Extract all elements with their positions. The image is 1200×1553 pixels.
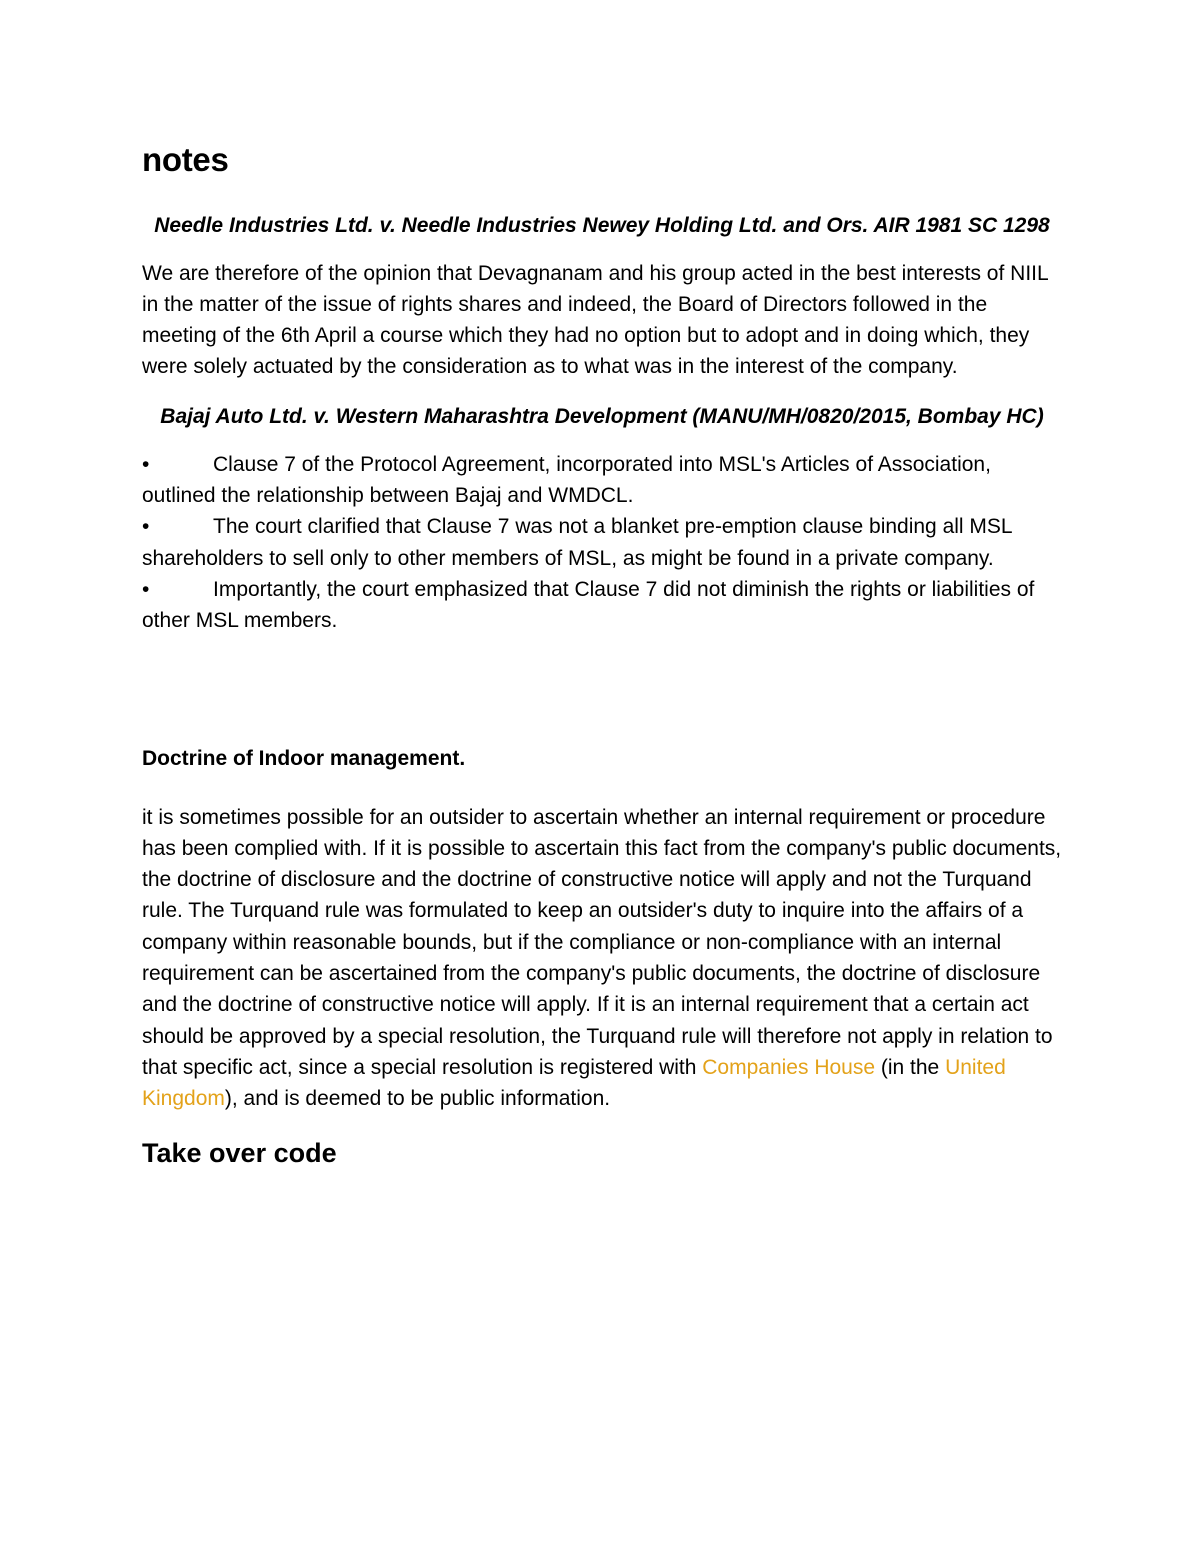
bullet-text: The court clarified that Clause 7 was not a blanket pre-emption clause binding all MSL shareholders to sell only to other members of MSL, as might be found in a private company. [142,515,1012,570]
bullet-icon: • [142,452,150,476]
document-title: notes [142,141,229,178]
indoor-management-paragraph [142,802,1062,1115]
bullet-icon: • [142,515,150,539]
blank-space [142,637,1062,743]
case-heading-needle: Needle Industries Ltd. v. Needle Industries Newey Holding Ltd. and Ors. AIR 1981 SC 1298 [154,213,1050,237]
united-kingdom-link[interactable]: United Kingdom [142,1055,1006,1111]
section-heading-indoor-management: Doctrine of Indoor management. [142,746,466,770]
bullet-text: Importantly, the court emphasized that Clause 7 did not diminish the rights or liabilities of other MSL members. [142,577,1035,633]
bullet-icon: • [142,577,150,601]
indoor-text-part2: (in the [875,1055,946,1079]
indoor-text-part1: it is sometimes possible for an outsider to ascertain whether an internal requirement or procedure has been complied with. If it is possible to ascertain this fact from the company's public documents, the doctrine of disclosure and the doctrine of constructive notice will apply and not the Turquand rule. The Turquand rule was formulated to keep an outsider's duty to inquire into the affairs of a company within reasonable bounds, but if the compliance or non-compliance with an internal requirement can be ascertained from the company's public documents, the doctrine of disclosure and the doctrine of constructive notice will apply. If it is an internal requirement that a certain act should be approved by a special resolution, the Turquand rule will therefore not apply in relation to that specific act, since a special resolution is registered with [142,805,1062,1079]
bullet-text: Clause 7 of the Protocol Agreement, incorporated into MSL's Articles of Association, outlined the relationship between Bajaj and WMDCL. [142,452,991,508]
indoor-text-part3: ), and is deemed to be public information. [224,1087,611,1111]
bajaj-bullet-list [142,449,1062,637]
list-item [142,574,1062,637]
list-item [142,511,1062,574]
case-heading-bajaj: Bajaj Auto Ltd. v. Western Maharashtra Development (MANU/MH/0820/2015, Bombay HC) [160,404,1044,428]
companies-house-link[interactable]: Companies House [702,1055,876,1079]
list-item [142,449,1062,512]
section-heading-takeover-code: Take over code [142,1137,337,1168]
document-page [142,140,1062,1169]
case-paragraph-needle: We are therefore of the opinion that Devagnanam and his group acted in the best interests of NIIL in the matter of the issue of rights shares and indeed, the Board of Directors followed in the meeting of the 6th April a course which they had no option but to adopt and in doing which, they were solely actuated by the consideration as to what was in the interest of the company. [142,261,1048,379]
